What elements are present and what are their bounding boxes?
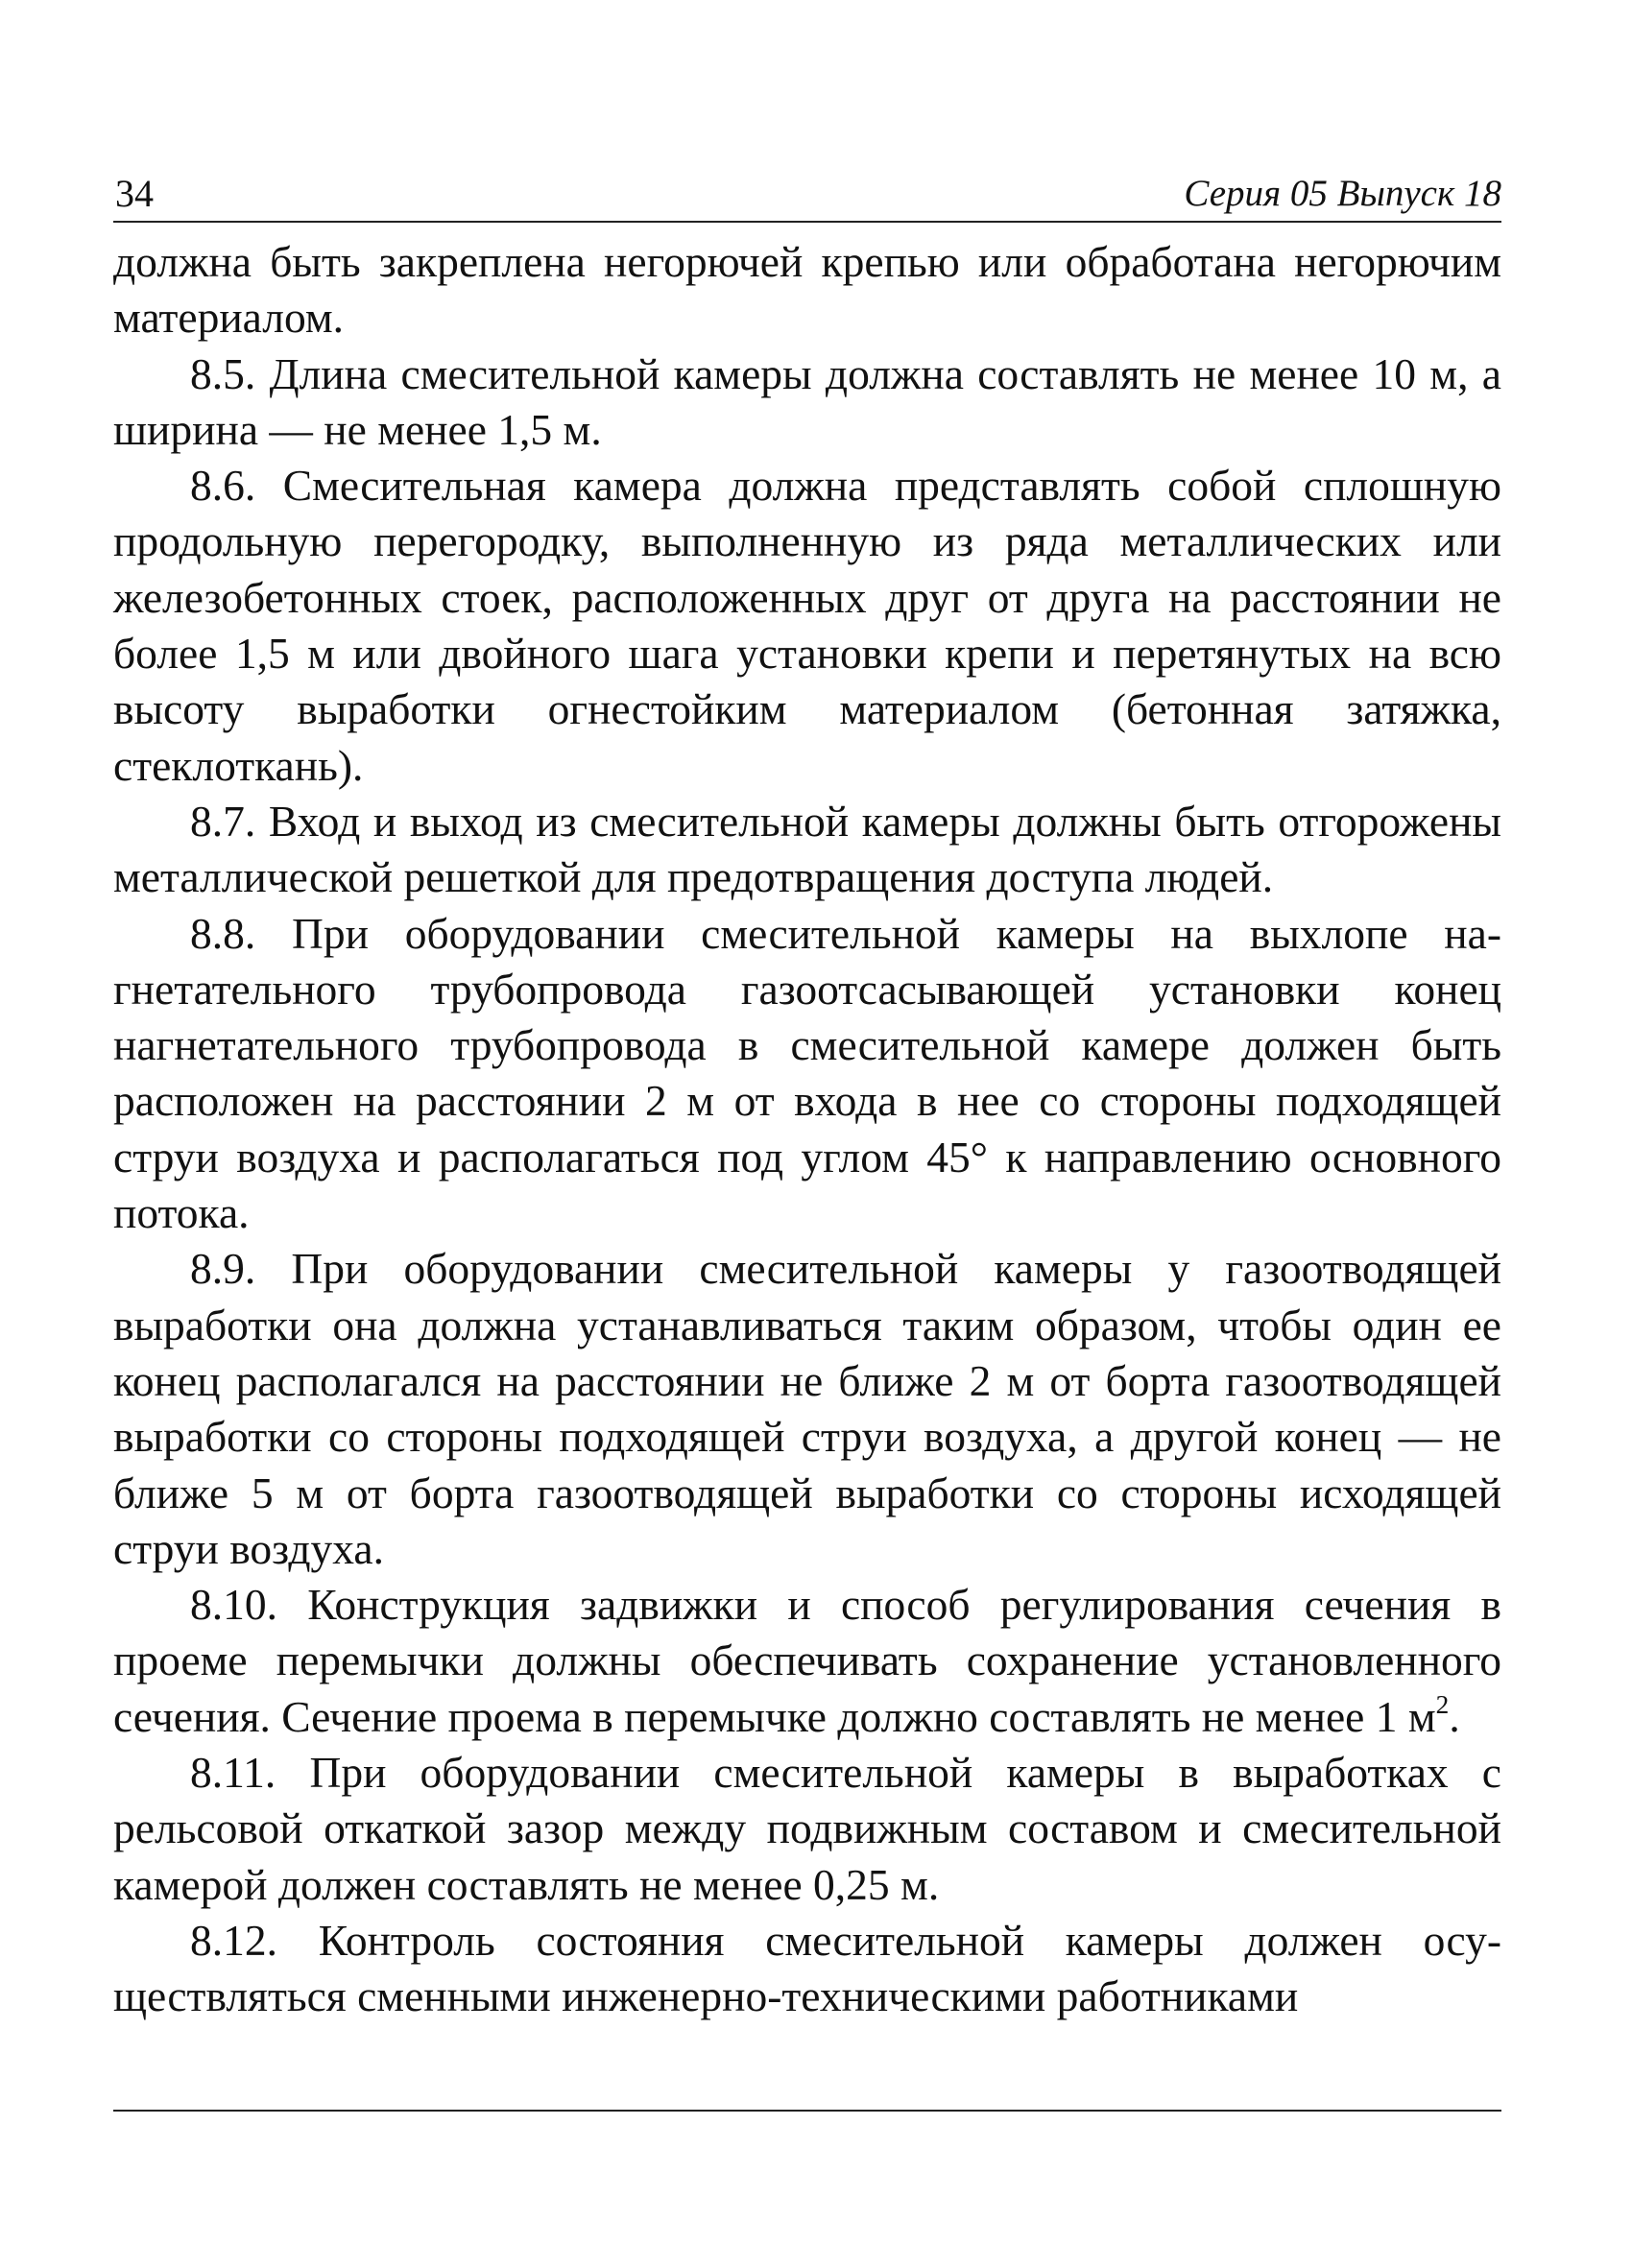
paragraph-8-6: 8.6. Смесительная камера должна представлять собой сплошную продольную перегородку, выполненную из ряда металлических или железобетонных стоек, расположенных друг от друга на расстоянии не более 1,5 м или двойного шага установки крепи и перетянутых на всю высоту выработки огнестойким материалом (бетонная затяжка, стеклоткань). — [113, 461, 1501, 790]
paragraph-8-10 — [113, 1577, 1501, 1745]
superscript-square: 2 — [1435, 1689, 1450, 1719]
header-divider — [113, 221, 1501, 223]
paragraph-8-10-text: 8.10. Конструкция задвижки и способ регулирования сечения в проеме перемычки должны обеспечивать сохранение установленного сечения. Сечение проема в перемычке должно составлять не менее 1 м — [113, 1580, 1501, 1741]
paragraph-8-9: 8.9. При оборудовании смесительной камеры у газоотводящей выработки она должна устанавливаться таким образом, чтобы один ее конец располагался на расстоянии не ближе 2 м от борта газоотводящей выработки со стороны подходящей струи воздуха, а другой конец — не ближе 5 м от борта газоотводящей выработки со стороны исходящей струи воздуха. — [113, 1244, 1501, 1573]
paragraph-8-5: 8.5. Длина смесительной камеры должна составлять не менее 10 м, а ширина — не менее 1,5 м. — [113, 348, 1501, 454]
paragraph-continuation: должна быть закреплена негорючей крепью или обработана негорючим материалом. — [113, 237, 1501, 343]
paragraph-8-8: 8.8. При оборудовании смесительной камеры на выхлопе нагнетательного трубопровода газоотсасывающей установки конец нагнетательного трубопровода в смесительной камере должен быть расположен на расстоянии 2 м от входа в нее со стороны подходящей струи воздуха и располагаться под углом 45° к направлению основного потока. — [113, 908, 1501, 1238]
running-title: Серия 05 Выпуск 18 — [1184, 173, 1501, 214]
footer-divider — [113, 2110, 1501, 2112]
body-text — [113, 234, 1501, 2025]
paragraph-8-11: 8.11. При оборудовании смесительной камеры в выработках с рельсовой откаткой зазор между подвижным составом и смесительной камерой должен составлять не менее 0,25 м. — [113, 1748, 1501, 1909]
page-header — [113, 163, 1501, 221]
paragraph-8-7: 8.7. Вход и выход из смесительной камеры должны быть отгорожены металлической решеткой для предотвращения доступа людей. — [113, 796, 1501, 902]
paragraph-8-12: 8.12. Контроль состояния смесительной камеры должен осуществляться сменными инженерно-техническими работниками — [113, 1915, 1501, 2021]
paragraph-8-10-end: . — [1449, 1691, 1460, 1741]
page-number: 34 — [115, 172, 154, 215]
